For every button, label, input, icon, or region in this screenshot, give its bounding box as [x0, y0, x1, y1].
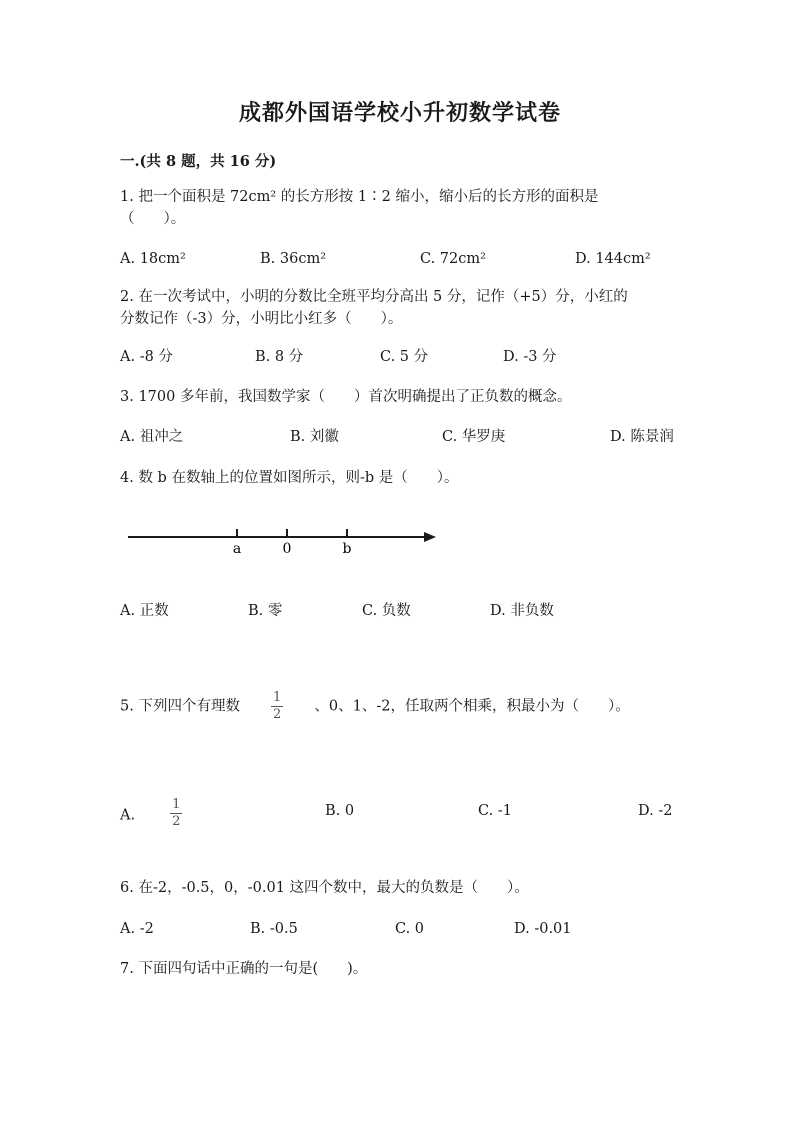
- question-2-options: [120, 346, 680, 368]
- section-heading: 一.(共 8 题，共 16 分): [120, 153, 277, 170]
- question-2-line-2: 分数记作（-3）分，小明比小红多（ ）。: [120, 311, 403, 327]
- question-3: 3. 1700 多年前，我国数学家（ ）首次明确提出了正负数的概念。: [120, 389, 572, 405]
- page-title: 成都外国语学校小升初数学试卷: [238, 100, 561, 126]
- question-3-option-d[interactable]: D. 陈景润: [610, 429, 674, 445]
- question-4-option-b[interactable]: B. 零: [248, 603, 283, 619]
- question-5-option-a-fraction: [170, 798, 182, 829]
- question-2-line-1: 2. 在一次考试中，小明的分数比全班平均分高出 5 分，记作（+5）分，小红的: [120, 289, 628, 305]
- axis-label-a: a: [232, 541, 242, 557]
- question-3-option-b[interactable]: B. 刘徽: [290, 429, 339, 445]
- question-6: 6. 在-2，-0.5，0，-0.01 这四个数中，最大的负数是（ ）。: [120, 880, 529, 896]
- question-5-option-b[interactable]: B. 0: [325, 803, 355, 819]
- question-7: 7. 下面四句话中正确的一句是( )。: [120, 961, 368, 977]
- question-4-option-a[interactable]: A. 正数: [120, 603, 169, 619]
- question-5-options: [120, 797, 680, 829]
- question-5-text-before: 5. 下列四个有理数: [120, 698, 240, 715]
- axis-label-zero: 0: [282, 541, 292, 557]
- question-1-line-2: （ ）。: [120, 211, 186, 227]
- question-5-option-a[interactable]: [120, 797, 182, 831]
- question-6-option-c[interactable]: C. 0: [395, 921, 425, 937]
- question-4-options: [120, 600, 680, 622]
- question-6-option-a[interactable]: A. -2: [120, 921, 154, 937]
- question-2-option-d[interactable]: D. -3 分: [503, 349, 557, 365]
- question-1-option-b[interactable]: B. 36cm²: [260, 251, 327, 267]
- question-5: [120, 691, 680, 722]
- question-5-option-a-label: A.: [120, 807, 136, 824]
- question-6-option-b[interactable]: B. -0.5: [250, 921, 298, 937]
- question-2: [120, 286, 680, 330]
- option-a-fraction-denominator: 2: [172, 814, 181, 829]
- question-5-option-c[interactable]: C. -1: [478, 803, 512, 819]
- question-1-line-1: 1. 把一个面积是 72cm² 的长方形按 1∶2 缩小，缩小后的长方形的面积是: [120, 189, 599, 205]
- question-1-option-d[interactable]: D. 144cm²: [575, 251, 651, 267]
- question-6-options: [120, 918, 680, 940]
- question-2-option-c[interactable]: C. 5 分: [380, 349, 429, 365]
- question-5-option-d[interactable]: D. -2: [638, 803, 673, 819]
- fraction-numerator: 1: [273, 690, 282, 705]
- axis-label-b: b: [342, 541, 352, 557]
- question-3-options: [120, 426, 680, 448]
- question-2-option-a[interactable]: A. -8 分: [120, 349, 173, 365]
- option-a-fraction-numerator: 1: [172, 797, 181, 812]
- question-1: [120, 186, 680, 230]
- question-4-option-c[interactable]: C. 负数: [362, 603, 411, 619]
- question-4: 4. 数 b 在数轴上的位置如图所示，则-b 是（ ）。: [120, 470, 459, 486]
- question-2-option-b[interactable]: B. 8 分: [255, 349, 304, 365]
- number-line-figure: [120, 515, 450, 565]
- question-1-option-a[interactable]: A. 18cm²: [120, 251, 186, 267]
- question-1-option-c[interactable]: C. 72cm²: [420, 251, 486, 267]
- question-4-option-d[interactable]: D. 非负数: [490, 603, 554, 619]
- question-5-fraction: [271, 691, 283, 722]
- fraction-denominator: 2: [273, 707, 282, 722]
- question-5-text-after: 、0、1、-2，任取两个相乘，积最小为（ ）。: [314, 698, 630, 715]
- question-6-option-d[interactable]: D. -0.01: [514, 921, 572, 937]
- question-1-options: [120, 248, 680, 270]
- question-3-option-a[interactable]: A. 祖冲之: [120, 429, 184, 445]
- question-3-option-c[interactable]: C. 华罗庚: [442, 429, 506, 445]
- number-line-arrow: [424, 532, 436, 542]
